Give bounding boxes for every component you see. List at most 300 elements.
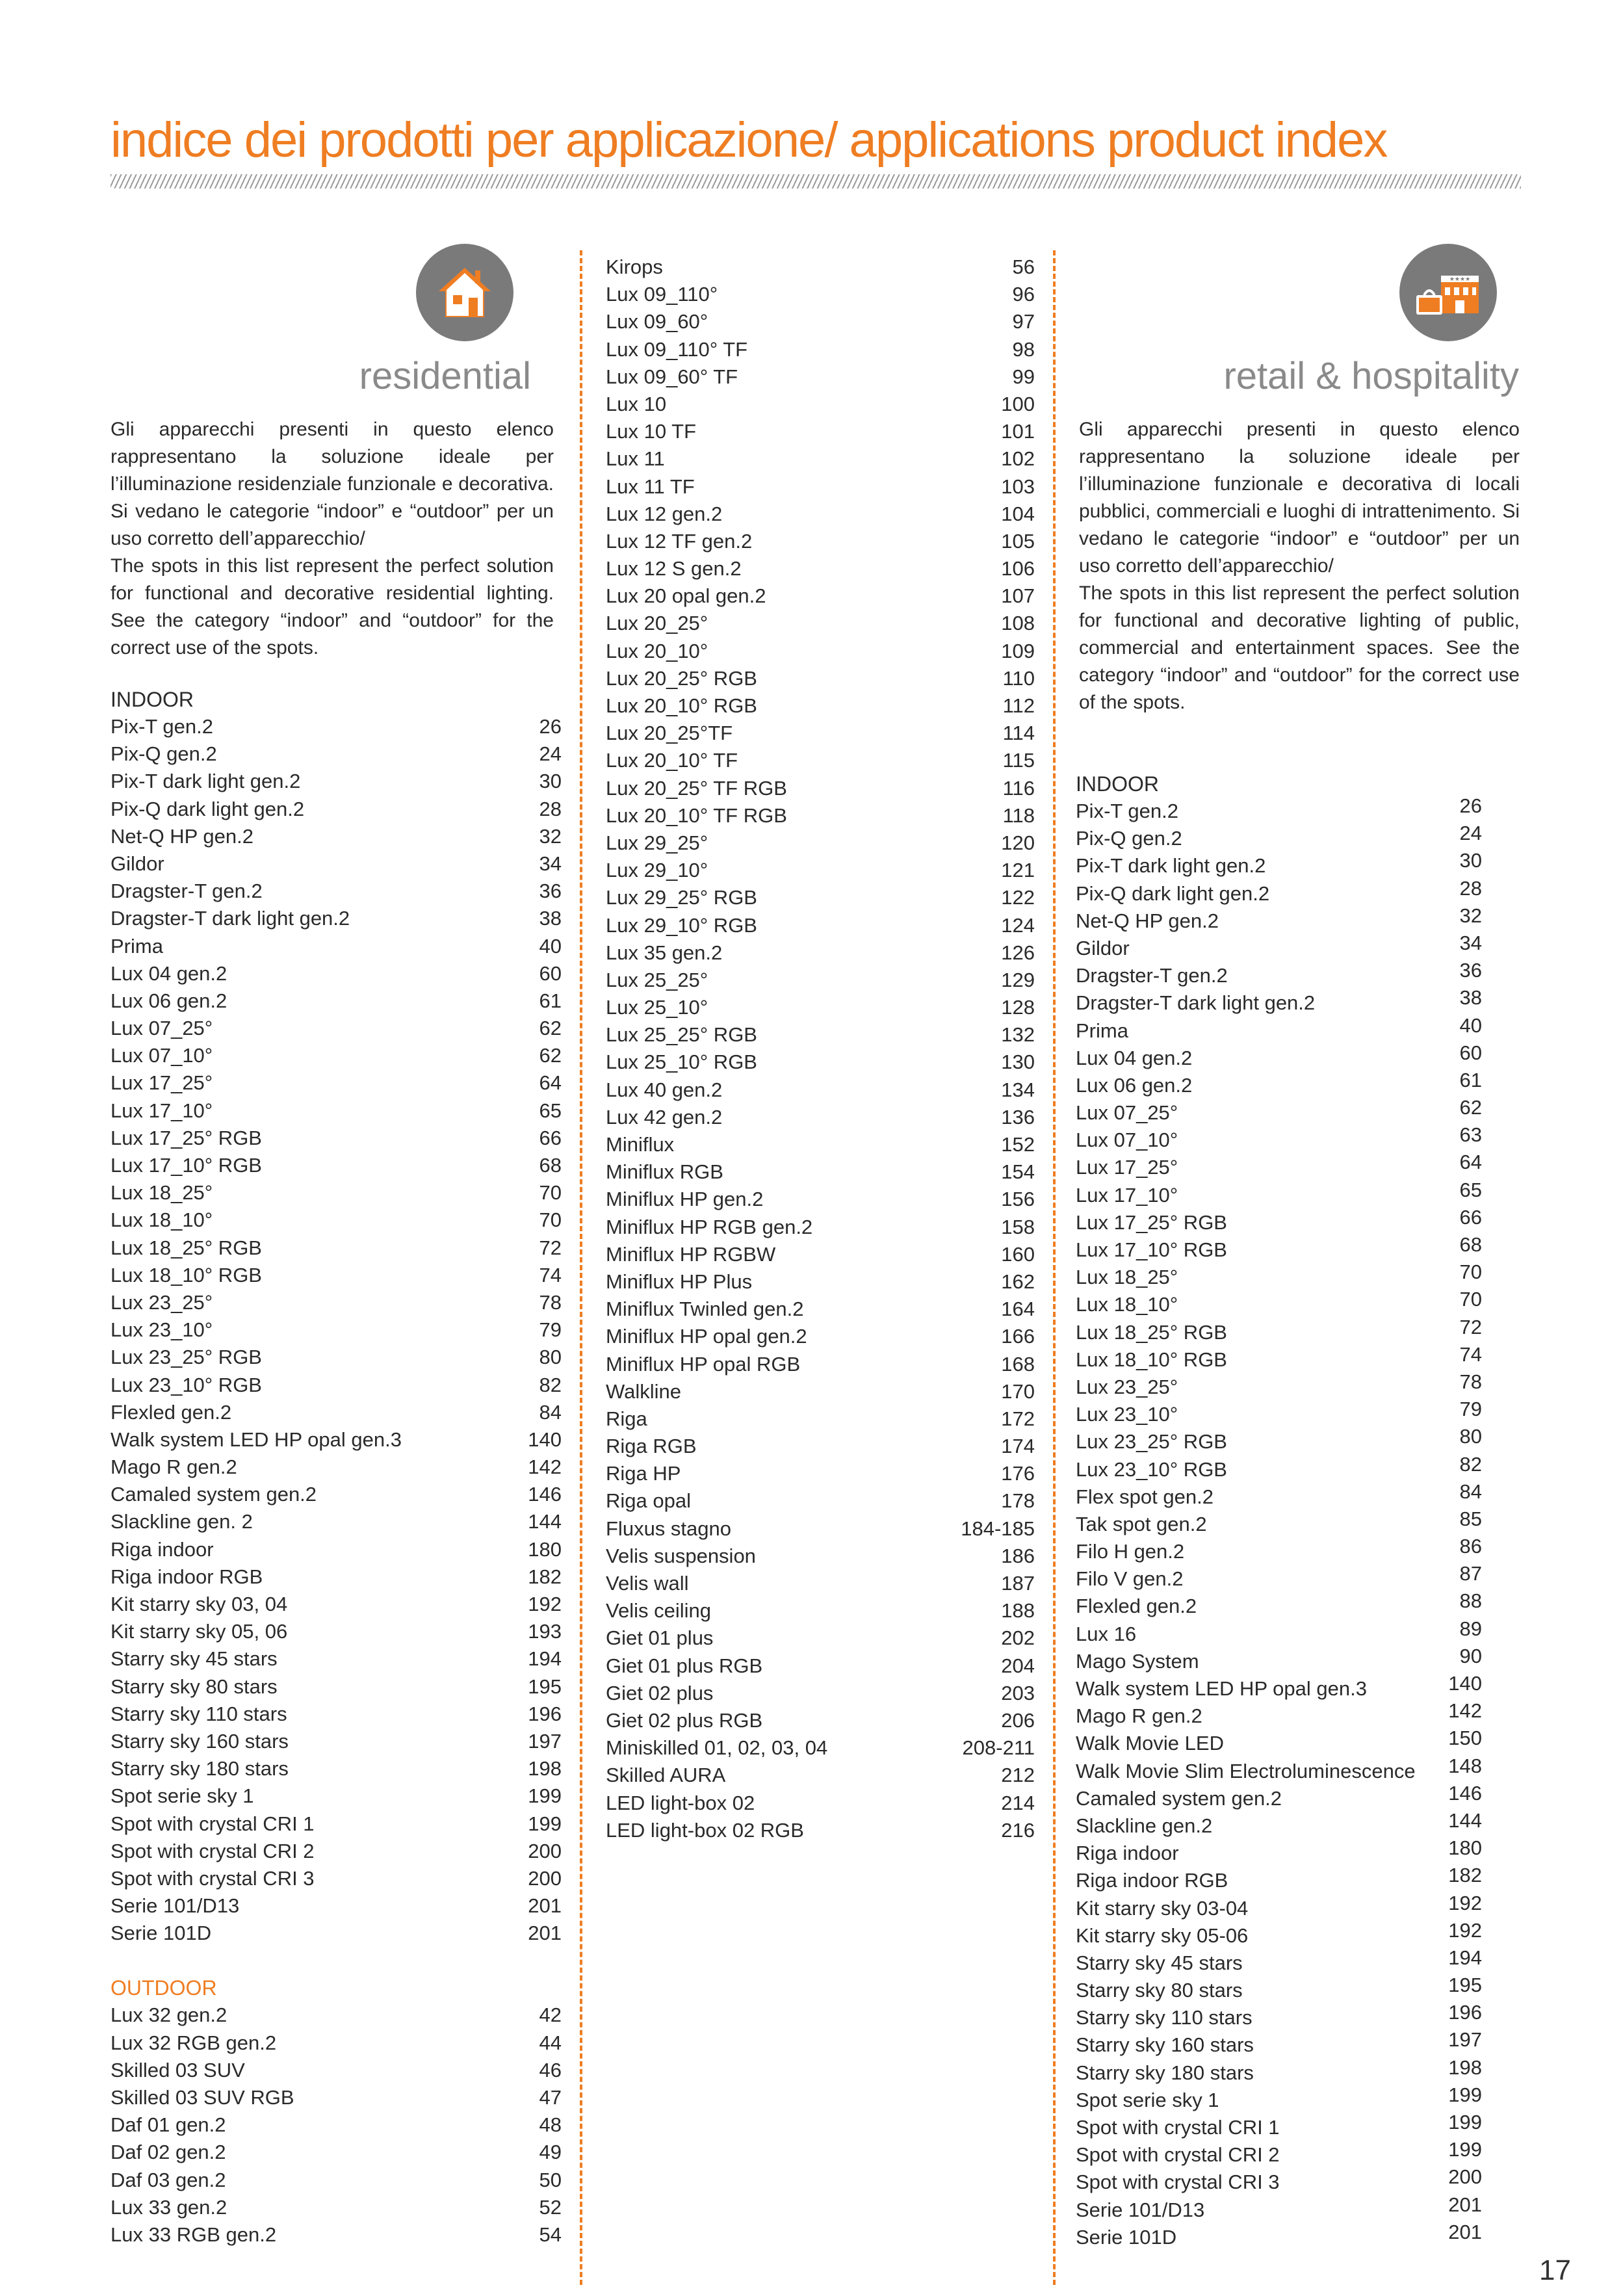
page-ref: 166 <box>1001 1325 1035 1348</box>
retail-indoor-label: INDOOR <box>1076 772 1159 796</box>
list-item <box>110 1069 562 1097</box>
retail-list <box>1076 770 1482 2251</box>
product-name: Lux 06 gen.2 <box>1076 1073 1193 1097</box>
list-item <box>1076 1672 1482 1702</box>
product-name: Miniflux RGB <box>606 1160 723 1184</box>
product-name: Lux 07_10° <box>110 1044 213 1067</box>
list-item <box>606 1515 1035 1543</box>
list-item <box>1076 876 1482 907</box>
page-ref: 38 <box>539 907 562 930</box>
product-name: Lux 06 gen.2 <box>110 989 227 1012</box>
list-item <box>606 391 1035 418</box>
page-ref: 130 <box>1001 1050 1035 1074</box>
list-item <box>1076 1370 1482 1401</box>
product-name: Spot with crystal CRI 1 <box>1076 2116 1280 2139</box>
list-item <box>1076 2138 1482 2169</box>
page-ref: 32 <box>1459 904 1482 927</box>
product-name: Lux 09_110° <box>606 283 718 306</box>
product-name: Flexled gen.2 <box>110 1400 232 1424</box>
list-item <box>606 1214 1035 1241</box>
retail-icon-badge <box>1399 244 1497 341</box>
list-item <box>110 1454 562 1481</box>
list-item <box>110 1289 562 1316</box>
list-item <box>606 1460 1035 1487</box>
page-ref: 26 <box>539 715 562 738</box>
list-item <box>110 2057 562 2084</box>
house-icon <box>434 261 496 324</box>
product-name: Lux 23_25° RGB <box>110 1346 262 1369</box>
list-item <box>110 905 562 932</box>
product-name: Starry sky 80 stars <box>1076 1979 1243 2002</box>
product-name: Lux 18_10° RGB <box>1076 1348 1227 1371</box>
product-name: Pix-Q gen.2 <box>110 742 217 766</box>
page-ref: 26 <box>1459 794 1482 817</box>
page-ref: 70 <box>1459 1288 1482 1311</box>
page-ref: 182 <box>528 1565 562 1588</box>
product-name: Riga indoor <box>110 1537 214 1561</box>
list-item <box>606 1131 1035 1158</box>
list-item <box>110 1372 562 1399</box>
list-item <box>606 281 1035 308</box>
product-name: Spot with crystal CRI 3 <box>110 1866 315 1890</box>
page-ref: 84 <box>539 1400 562 1424</box>
product-name: Kit starry sky 03-04 <box>1076 1896 1249 1920</box>
page-ref: 146 <box>528 1483 562 1506</box>
list-item <box>1076 1617 1482 1648</box>
page-ref: 66 <box>539 1126 562 1149</box>
list-item <box>606 939 1035 967</box>
product-name: Starry sky 160 stars <box>1076 2033 1254 2057</box>
page-ref: 66 <box>1459 1205 1482 1229</box>
page-ref: 197 <box>1448 2028 1482 2052</box>
product-name: Riga indoor RGB <box>1076 1869 1228 1892</box>
product-name: Lux 20_25° <box>606 612 708 635</box>
list-item <box>606 418 1035 445</box>
product-name: Daf 03 gen.2 <box>110 2168 226 2191</box>
list-item <box>1076 2165 1482 2196</box>
list-item <box>606 582 1035 610</box>
product-name: Serie 101D <box>110 1922 212 1945</box>
page-ref: 214 <box>1001 1791 1035 1814</box>
product-name: Riga indoor <box>1076 1842 1179 1865</box>
page-ref: 100 <box>1001 392 1035 415</box>
list-item <box>1076 1644 1482 1675</box>
page-ref: 129 <box>1001 968 1035 991</box>
list-item <box>110 740 562 768</box>
list-item <box>110 1015 562 1042</box>
page-ref: 178 <box>1001 1489 1035 1513</box>
page-ref: 126 <box>1001 941 1035 964</box>
product-name: Lux 04 gen.2 <box>110 961 227 985</box>
product-name: Skilled 03 SUV <box>110 2058 245 2081</box>
list-item <box>606 610 1035 637</box>
product-name: Lux 18_25° <box>1076 1266 1178 1289</box>
page-ref: 78 <box>539 1290 562 1314</box>
page-ref: 114 <box>1002 722 1035 745</box>
product-name: Spot with crystal CRI 2 <box>1076 2143 1280 2167</box>
product-name: Daf 01 gen.2 <box>110 2113 226 2137</box>
list-item <box>606 1817 1035 1844</box>
product-name: Camaled system gen.2 <box>1076 1786 1282 1810</box>
list-item <box>606 1351 1035 1378</box>
list-item <box>1076 1836 1482 1867</box>
list-item <box>606 720 1035 747</box>
page-ref: 105 <box>1001 529 1035 553</box>
list-item <box>110 987 562 1015</box>
page-ref: 140 <box>1448 1672 1482 1695</box>
list-item <box>110 1207 562 1234</box>
residential-intro-en: The spots in this list represent the perfect solution for functional and decorative residential lighting. See the category “indoor” and “outdoor” for the correct use of the spots. <box>110 555 554 659</box>
page-ref: 201 <box>528 1922 562 1945</box>
page-ref: 52 <box>539 2195 562 2219</box>
page-ref: 199 <box>528 1784 562 1808</box>
page-ref: 187 <box>1001 1572 1035 1595</box>
product-name: Giet 01 plus <box>606 1626 714 1650</box>
page-ref: 200 <box>528 1839 562 1862</box>
page-ref: 184-185 <box>961 1517 1035 1540</box>
page-ref: 128 <box>1001 996 1035 1019</box>
list-item <box>110 1042 562 1069</box>
product-name: Filo H gen.2 <box>1076 1540 1185 1563</box>
product-name: Dragster-T dark light gen.2 <box>110 907 350 930</box>
list-item <box>110 960 562 987</box>
list-item <box>606 336 1035 363</box>
list-item <box>110 2194 562 2221</box>
page-ref: 32 <box>539 824 562 848</box>
page-ref: 158 <box>1001 1215 1035 1238</box>
list-item <box>606 857 1035 884</box>
page-ref: 201 <box>1448 2220 1482 2243</box>
product-name: Filo V gen.2 <box>1076 1567 1184 1591</box>
list-item <box>110 1755 562 1782</box>
product-name: Lux 09_60° <box>606 310 708 333</box>
product-name: Pix-T dark light gen.2 <box>110 770 301 793</box>
list-item <box>110 1673 562 1701</box>
list-item <box>1076 1808 1482 1840</box>
page-ref: 28 <box>1459 876 1482 900</box>
page-ref: 197 <box>528 1729 562 1753</box>
product-name: Walk system LED HP opal gen.3 <box>1076 1677 1367 1700</box>
product-name: Lux 20_10° RGB <box>606 694 757 717</box>
product-name: Lux 25_25° <box>606 968 708 991</box>
product-name: Kit starry sky 05-06 <box>1076 1924 1249 1947</box>
product-name: Miniflux HP RGBW <box>606 1242 776 1266</box>
product-name: Starry sky 45 stars <box>110 1647 278 1671</box>
list-item <box>1076 1699 1482 1730</box>
product-name: Lux 18_25° <box>110 1181 213 1205</box>
product-name: Riga indoor RGB <box>110 1565 263 1588</box>
page-ref: 198 <box>1448 2055 1482 2079</box>
product-name: Lux 23_10° RGB <box>1076 1457 1227 1481</box>
page-ref: 162 <box>1001 1270 1035 1293</box>
list-item <box>606 1296 1035 1323</box>
product-name: Velis ceiling <box>606 1599 711 1623</box>
product-name: Lux 20_25°TF <box>606 722 733 745</box>
page-ref: 87 <box>1459 1562 1482 1585</box>
page-ref: 60 <box>1459 1041 1482 1064</box>
list-item <box>110 823 562 850</box>
product-name: Slackline gen.2 <box>1076 1814 1213 1837</box>
product-name: Prima <box>110 934 163 958</box>
list-item <box>110 1920 562 1947</box>
list-item <box>110 1563 562 1591</box>
list-item <box>110 2084 562 2111</box>
list-item <box>1076 1918 1482 1950</box>
list-item <box>1076 904 1482 935</box>
residential-list <box>110 686 562 2249</box>
residential-intro-it: Gli apparecchi presenti in questo elenco rappresentano la soluzione ideale per l’illuminazione residenziale funzionale e decorativa. Si vedano le categorie “indoor” e “outdoor” per un uso corretto dell’apparecchio/ <box>110 419 554 549</box>
list-item <box>606 254 1035 281</box>
page-ref: 199 <box>528 1812 562 1835</box>
page-ref: 172 <box>1001 1407 1035 1430</box>
page-ref: 201 <box>1448 2193 1482 2216</box>
product-name: Net-Q HP gen.2 <box>110 824 253 848</box>
product-name: Lux 17_25° <box>110 1071 213 1095</box>
list-item <box>1076 794 1482 825</box>
list-item <box>606 912 1035 939</box>
list-item <box>606 1543 1035 1570</box>
product-name: Spot serie sky 1 <box>110 1784 254 1808</box>
list-item <box>1076 1151 1482 1181</box>
page-ref: 121 <box>1001 859 1035 882</box>
page-ref: 61 <box>1459 1068 1482 1091</box>
page-ref: 115 <box>1002 749 1035 772</box>
list-item <box>1076 1727 1482 1757</box>
page-ref: 208-211 <box>962 1736 1035 1760</box>
middle-list <box>606 254 1035 1844</box>
page-ref: 28 <box>539 797 562 820</box>
list-item <box>110 1618 562 1645</box>
page-ref: 70 <box>539 1208 562 1232</box>
product-name: Giet 01 plus RGB <box>606 1654 763 1677</box>
retail-heading: retail & hospitality <box>1223 355 1519 397</box>
product-name: Lux 25_10° RGB <box>606 1050 757 1074</box>
product-name: Lux 32 gen.2 <box>110 2003 227 2027</box>
list-item <box>110 2139 562 2166</box>
page-ref: 112 <box>1002 694 1035 717</box>
product-name: Lux 33 RGB gen.2 <box>110 2223 277 2246</box>
product-name: Lux 33 gen.2 <box>110 2195 227 2219</box>
list-item <box>1076 1013 1482 1045</box>
product-name: Lux 04 gen.2 <box>1076 1046 1193 1069</box>
page-ref: 144 <box>1448 1808 1482 1832</box>
page-ref: 203 <box>1001 1681 1035 1704</box>
list-item <box>606 747 1035 774</box>
page-ref: 174 <box>1001 1435 1035 1458</box>
page-ref: 54 <box>539 2223 562 2246</box>
page-ref: 176 <box>1001 1462 1035 1485</box>
product-name: Lux 16 <box>1076 1622 1137 1645</box>
product-name: Lux 25_10° <box>606 996 708 1019</box>
list-item <box>110 1179 562 1207</box>
list-item <box>110 2221 562 2249</box>
product-name: Lux 29_25° <box>606 831 708 854</box>
list-item <box>110 1426 562 1454</box>
list-item <box>110 1865 562 1892</box>
list-item <box>606 1680 1035 1707</box>
page-ref: 42 <box>539 2003 562 2027</box>
page-ref: 216 <box>1001 1818 1035 1842</box>
page-ref: 180 <box>528 1537 562 1561</box>
list-item <box>110 850 562 878</box>
page-ref: 30 <box>539 770 562 793</box>
list-item <box>1076 2055 1482 2087</box>
page-ref: 194 <box>1448 1946 1482 1969</box>
product-name: Lux 23_25° <box>1076 1375 1178 1398</box>
list-item <box>606 1076 1035 1104</box>
page-ref: 124 <box>1001 913 1035 937</box>
product-name: Lux 20 opal gen.2 <box>606 584 766 608</box>
page-ref: 195 <box>1448 1974 1482 1997</box>
product-name: Riga RGB <box>606 1435 697 1458</box>
page-ref: 36 <box>539 880 562 903</box>
list-item <box>110 1316 562 1344</box>
page-ref: 192 <box>1448 1891 1482 1914</box>
list-item <box>606 528 1035 555</box>
page-ref: 160 <box>1001 1242 1035 1266</box>
product-name: Miniflux HP gen.2 <box>606 1188 764 1211</box>
product-name: Spot with crystal CRI 2 <box>110 1839 315 1862</box>
page-ref: 212 <box>1001 1764 1035 1787</box>
product-name: Pix-Q dark light gen.2 <box>1076 881 1270 905</box>
page-ref: 194 <box>528 1647 562 1671</box>
page-ref: 193 <box>528 1620 562 1643</box>
list-item <box>606 1762 1035 1789</box>
list-item <box>110 1152 562 1179</box>
product-name: Pix-Q gen.2 <box>1076 827 1182 850</box>
product-name: Fluxus stagno <box>606 1517 731 1540</box>
list-item <box>606 1487 1035 1515</box>
product-name: Tak spot gen.2 <box>1076 1512 1207 1535</box>
product-name: Pix-T gen.2 <box>110 715 213 738</box>
product-name: Lux 18_25° RGB <box>110 1236 262 1259</box>
page-ref: 142 <box>1448 1699 1482 1723</box>
product-name: Lux 23_25° RGB <box>1076 1430 1227 1454</box>
list-item <box>1076 1068 1482 1099</box>
page-ref: 140 <box>528 1428 562 1451</box>
page-ref: 49 <box>539 2141 562 2164</box>
product-name: Starry sky 180 stars <box>1076 2061 1254 2084</box>
page-ref: 36 <box>1459 959 1482 982</box>
page-ref: 199 <box>1448 2111 1482 2133</box>
list-item <box>1076 1562 1482 1593</box>
page-ref: 88 <box>1459 1589 1482 1613</box>
product-name: Lux 20_25° TF RGB <box>606 776 787 800</box>
list-item <box>1076 1205 1482 1236</box>
page-ref: 64 <box>1459 1151 1482 1174</box>
list-item <box>606 1570 1035 1597</box>
product-name: Miniflux Twinled gen.2 <box>606 1298 804 1321</box>
list-item <box>110 2002 562 2029</box>
page-ref: 79 <box>1459 1398 1482 1421</box>
list-item <box>1076 1041 1482 1072</box>
page-ref: 199 <box>1448 2083 1482 2106</box>
list-item <box>1076 1096 1482 1127</box>
page-ref: 150 <box>1448 1727 1482 1750</box>
product-name: LED light-box 02 <box>606 1791 755 1814</box>
product-name: Lux 18_10° <box>1076 1293 1178 1316</box>
product-name: Walk Movie LED <box>1076 1732 1224 1755</box>
page-ref: 118 <box>1002 803 1035 827</box>
page-ref: 201 <box>528 1894 562 1918</box>
list-item <box>110 1728 562 1755</box>
product-name: Flex spot gen.2 <box>1076 1485 1214 1508</box>
product-name: Mago System <box>1076 1649 1199 1673</box>
list-item <box>606 1268 1035 1296</box>
product-name: Serie 101/D13 <box>1076 2198 1205 2221</box>
product-name: Lux 17_25° RGB <box>110 1126 262 1149</box>
page-ref: 24 <box>539 742 562 766</box>
page-ref: 68 <box>1459 1233 1482 1256</box>
list-item <box>110 768 562 795</box>
product-name: Lux 12 S gen.2 <box>606 557 742 581</box>
page-ref: 96 <box>1012 283 1035 306</box>
list-item <box>606 1707 1035 1734</box>
page-ref: 146 <box>1448 1781 1482 1805</box>
product-name: Walk Movie Slim Electroluminescence <box>1076 1759 1416 1782</box>
list-item <box>1076 849 1482 880</box>
page-ref: 110 <box>1002 666 1035 690</box>
product-name: Spot serie sky 1 <box>1076 2088 1219 2111</box>
page-ref: 40 <box>539 934 562 958</box>
product-name: Starry sky 45 stars <box>1076 1951 1243 1974</box>
list-item <box>606 1624 1035 1652</box>
product-name: Lux 11 <box>606 447 665 471</box>
section-spacer <box>110 1947 562 1974</box>
list-item <box>110 796 562 823</box>
page-ref: 202 <box>1001 1626 1035 1650</box>
product-name: Velis suspension <box>606 1544 756 1567</box>
page-ref: 34 <box>539 852 562 875</box>
page-ref: 38 <box>1459 986 1482 1010</box>
product-name: Starry sky 180 stars <box>110 1757 289 1781</box>
list-item <box>606 775 1035 802</box>
list-item <box>110 933 562 960</box>
page-ref: 200 <box>1448 2165 1482 2189</box>
page-ref: 180 <box>1448 1836 1482 1860</box>
list-item <box>110 878 562 905</box>
product-name: Lux 07_10° <box>1076 1128 1178 1152</box>
product-name: Riga opal <box>606 1489 691 1513</box>
list-item <box>1076 986 1482 1017</box>
page-ref: 62 <box>1459 1096 1482 1119</box>
product-name: Pix-T gen.2 <box>1076 800 1178 822</box>
page-ref: 84 <box>1459 1480 1482 1503</box>
residential-icon-badge <box>416 244 513 341</box>
page-ref: 65 <box>539 1099 562 1122</box>
product-name: Spot with crystal CRI 3 <box>1076 2171 1280 2194</box>
page-ref: 170 <box>1001 1379 1035 1403</box>
page-ref: 122 <box>1001 886 1035 909</box>
product-name: Lux 17_10° <box>1076 1183 1178 1207</box>
product-name: Skilled AURA <box>606 1764 726 1787</box>
product-name: Flexled gen.2 <box>1076 1595 1197 1618</box>
product-name: Lux 29_10° <box>606 859 708 882</box>
list-item <box>1076 822 1482 852</box>
list-item <box>606 994 1035 1021</box>
list-item <box>1076 959 1482 989</box>
list-item <box>110 1508 562 1535</box>
product-name: Lux 23_25° <box>110 1290 213 1314</box>
product-name: Serie 101D <box>1076 2225 1177 2249</box>
list-item <box>1076 1535 1482 1565</box>
middle-items <box>606 254 1035 1844</box>
page-ref: 72 <box>1459 1315 1482 1338</box>
page-ref: 195 <box>528 1675 562 1698</box>
product-name: Lux 10 TF <box>606 420 697 443</box>
page-ref: 196 <box>1448 2001 1482 2024</box>
page-ref: 204 <box>1001 1654 1035 1677</box>
